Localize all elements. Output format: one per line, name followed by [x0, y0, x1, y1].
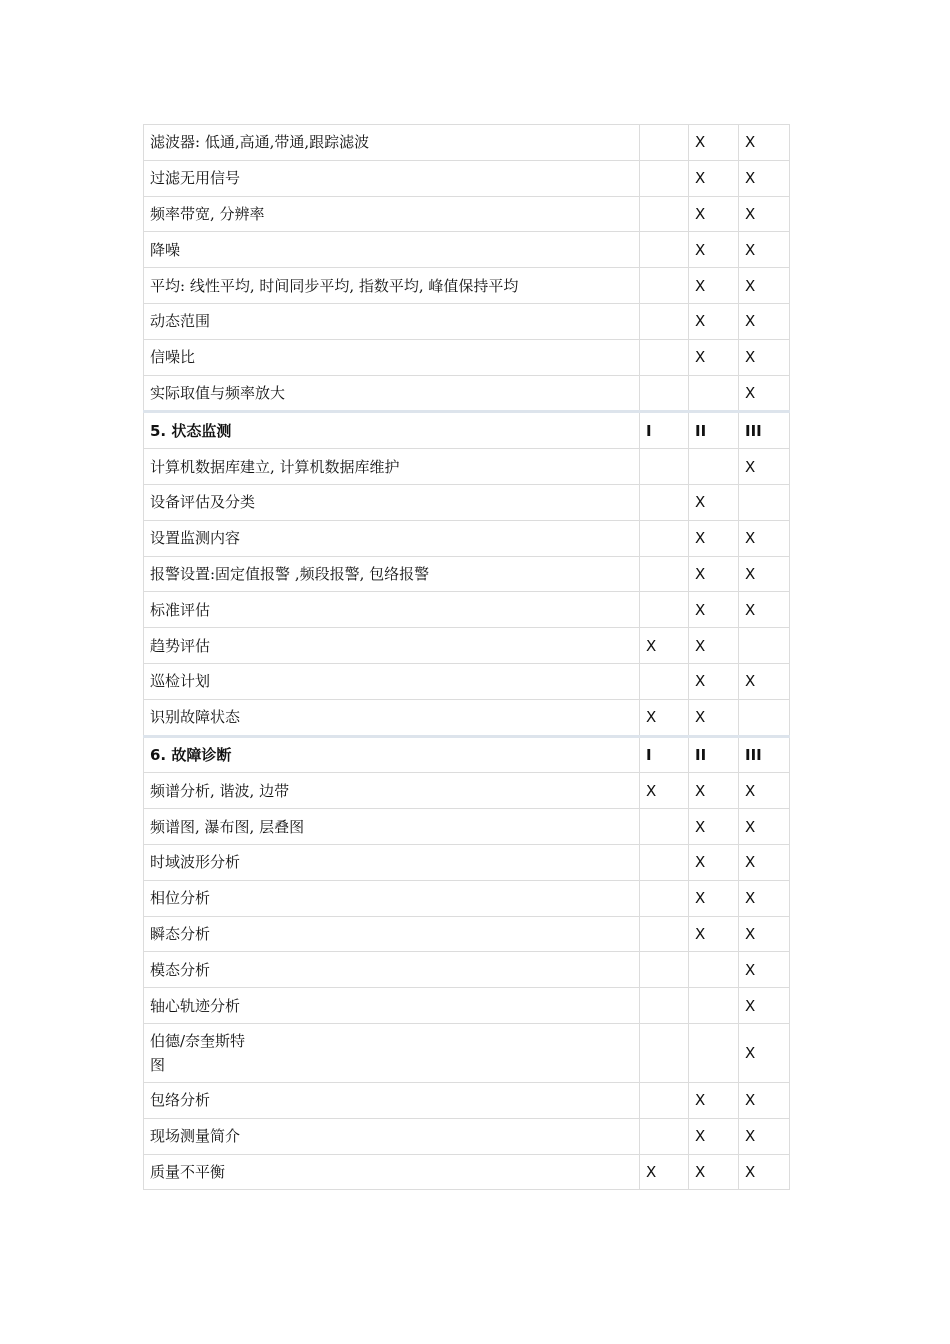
level-2-mark: X — [689, 196, 739, 232]
level-1-mark — [640, 268, 689, 304]
table-row — [144, 952, 790, 988]
level-3-mark: X — [739, 160, 790, 196]
item-label: 信噪比 — [144, 339, 640, 375]
level-heading-1: I — [640, 736, 689, 773]
level-2-mark: X — [689, 520, 739, 556]
level-1-mark — [640, 339, 689, 375]
table-row — [144, 449, 790, 485]
level-2-mark: X — [689, 628, 739, 664]
table-row — [144, 1154, 790, 1190]
level-2-mark — [689, 449, 739, 485]
item-label: 现场测量简介 — [144, 1118, 640, 1154]
table-row — [144, 916, 790, 952]
item-label: 设备评估及分类 — [144, 484, 640, 520]
table-row — [144, 232, 790, 268]
item-label: 标准评估 — [144, 592, 640, 628]
item-label: 频率带宽, 分辨率 — [144, 196, 640, 232]
level-heading-2: II — [689, 412, 739, 449]
section-title: 6. 故障诊断 — [144, 736, 640, 773]
level-1-mark — [640, 880, 689, 916]
level-3-mark: X — [739, 125, 790, 161]
section-title: 5. 状态监测 — [144, 412, 640, 449]
item-label: 瞬态分析 — [144, 916, 640, 952]
level-2-mark: X — [689, 809, 739, 845]
level-1-mark — [640, 484, 689, 520]
section-header-row — [144, 412, 790, 449]
level-3-mark: X — [739, 1118, 790, 1154]
level-3-mark — [739, 628, 790, 664]
level-3-mark: X — [739, 449, 790, 485]
item-label: 趋势评估 — [144, 628, 640, 664]
table-row — [144, 1118, 790, 1154]
level-2-mark — [689, 375, 739, 412]
item-label: 质量不平衡 — [144, 1154, 640, 1190]
level-1-mark — [640, 1118, 689, 1154]
level-1-mark: X — [640, 773, 689, 809]
level-3-mark: X — [739, 196, 790, 232]
level-1-mark — [640, 663, 689, 699]
item-label: 报警设置:固定值报警 ,频段报警, 包络报警 — [144, 556, 640, 592]
item-label: 过滤无用信号 — [144, 160, 640, 196]
table-row — [144, 484, 790, 520]
level-3-mark: X — [739, 592, 790, 628]
level-2-mark: X — [689, 303, 739, 339]
level-1-mark — [640, 232, 689, 268]
level-3-mark: X — [739, 916, 790, 952]
level-2-mark: X — [689, 484, 739, 520]
level-1-mark — [640, 303, 689, 339]
item-label: 包络分析 — [144, 1082, 640, 1118]
level-3-mark — [739, 699, 790, 736]
level-3-mark: X — [739, 303, 790, 339]
level-1-mark — [640, 556, 689, 592]
level-1-mark — [640, 520, 689, 556]
item-label: 识别故障状态 — [144, 699, 640, 736]
table-row — [144, 773, 790, 809]
level-3-mark: X — [739, 880, 790, 916]
level-2-mark: X — [689, 125, 739, 161]
level-2-mark: X — [689, 1154, 739, 1190]
table-row — [144, 1023, 790, 1082]
level-1-mark — [640, 988, 689, 1024]
level-2-mark: X — [689, 663, 739, 699]
level-1-mark — [640, 592, 689, 628]
table-row — [144, 160, 790, 196]
table-row — [144, 628, 790, 664]
level-2-mark: X — [689, 592, 739, 628]
level-3-mark: X — [739, 1154, 790, 1190]
level-2-mark: X — [689, 844, 739, 880]
item-label: 相位分析 — [144, 880, 640, 916]
table-row — [144, 268, 790, 304]
level-2-mark: X — [689, 268, 739, 304]
level-heading-3: III — [739, 736, 790, 773]
level-1-mark — [640, 1082, 689, 1118]
level-3-mark: X — [739, 556, 790, 592]
item-label: 降噪 — [144, 232, 640, 268]
level-3-mark: X — [739, 1023, 790, 1082]
item-label: 设置监测内容 — [144, 520, 640, 556]
level-2-mark: X — [689, 232, 739, 268]
level-1-mark — [640, 160, 689, 196]
course-content-table — [143, 124, 790, 1190]
level-2-mark — [689, 988, 739, 1024]
table-row — [144, 339, 790, 375]
table-row — [144, 125, 790, 161]
table-row — [144, 699, 790, 736]
level-1-mark — [640, 1023, 689, 1082]
level-2-mark — [689, 952, 739, 988]
table-row — [144, 520, 790, 556]
level-3-mark: X — [739, 268, 790, 304]
item-label: 平均: 线性平均, 时间同步平均, 指数平均, 峰值保持平均 — [144, 268, 640, 304]
level-3-mark: X — [739, 1082, 790, 1118]
level-2-mark — [689, 1023, 739, 1082]
item-label-text: 伯德/奈奎斯特图 — [150, 1031, 246, 1074]
level-3-mark: X — [739, 844, 790, 880]
level-3-mark: X — [739, 952, 790, 988]
level-3-mark: X — [739, 988, 790, 1024]
item-label — [144, 1023, 640, 1082]
level-2-mark: X — [689, 916, 739, 952]
level-2-mark: X — [689, 339, 739, 375]
section-header-row — [144, 736, 790, 773]
table-row — [144, 988, 790, 1024]
table-row — [144, 375, 790, 412]
item-label: 模态分析 — [144, 952, 640, 988]
level-2-mark: X — [689, 556, 739, 592]
item-label: 轴心轨迹分析 — [144, 988, 640, 1024]
level-3-mark: X — [739, 232, 790, 268]
level-1-mark — [640, 196, 689, 232]
item-label: 实际取值与频率放大 — [144, 375, 640, 412]
table-row — [144, 592, 790, 628]
table-row — [144, 844, 790, 880]
level-2-mark: X — [689, 1118, 739, 1154]
table-row — [144, 1082, 790, 1118]
level-1-mark — [640, 809, 689, 845]
table-row — [144, 196, 790, 232]
level-1-mark — [640, 125, 689, 161]
item-label: 巡检计划 — [144, 663, 640, 699]
level-heading-1: I — [640, 412, 689, 449]
item-label: 频谱分析, 谐波, 边带 — [144, 773, 640, 809]
table-row — [144, 303, 790, 339]
table-row — [144, 663, 790, 699]
level-heading-2: II — [689, 736, 739, 773]
level-1-mark: X — [640, 699, 689, 736]
level-1-mark: X — [640, 628, 689, 664]
item-label: 时域波形分析 — [144, 844, 640, 880]
level-2-mark: X — [689, 1082, 739, 1118]
level-1-mark — [640, 844, 689, 880]
level-1-mark: X — [640, 1154, 689, 1190]
level-2-mark: X — [689, 880, 739, 916]
level-3-mark: X — [739, 375, 790, 412]
level-2-mark: X — [689, 160, 739, 196]
level-3-mark: X — [739, 773, 790, 809]
table-body — [144, 125, 790, 1190]
level-3-mark — [739, 484, 790, 520]
level-heading-3: III — [739, 412, 790, 449]
level-2-mark: X — [689, 773, 739, 809]
level-1-mark — [640, 375, 689, 412]
table-row — [144, 556, 790, 592]
level-1-mark — [640, 916, 689, 952]
item-label: 计算机数据库建立, 计算机数据库维护 — [144, 449, 640, 485]
item-label: 频谱图, 瀑布图, 层叠图 — [144, 809, 640, 845]
level-3-mark: X — [739, 663, 790, 699]
item-label: 动态范围 — [144, 303, 640, 339]
level-1-mark — [640, 952, 689, 988]
level-3-mark: X — [739, 339, 790, 375]
table-row — [144, 809, 790, 845]
table-row — [144, 880, 790, 916]
level-2-mark: X — [689, 699, 739, 736]
level-3-mark: X — [739, 520, 790, 556]
level-1-mark — [640, 449, 689, 485]
level-3-mark: X — [739, 809, 790, 845]
item-label: 滤波器: 低通,高通,带通,跟踪滤波 — [144, 125, 640, 161]
